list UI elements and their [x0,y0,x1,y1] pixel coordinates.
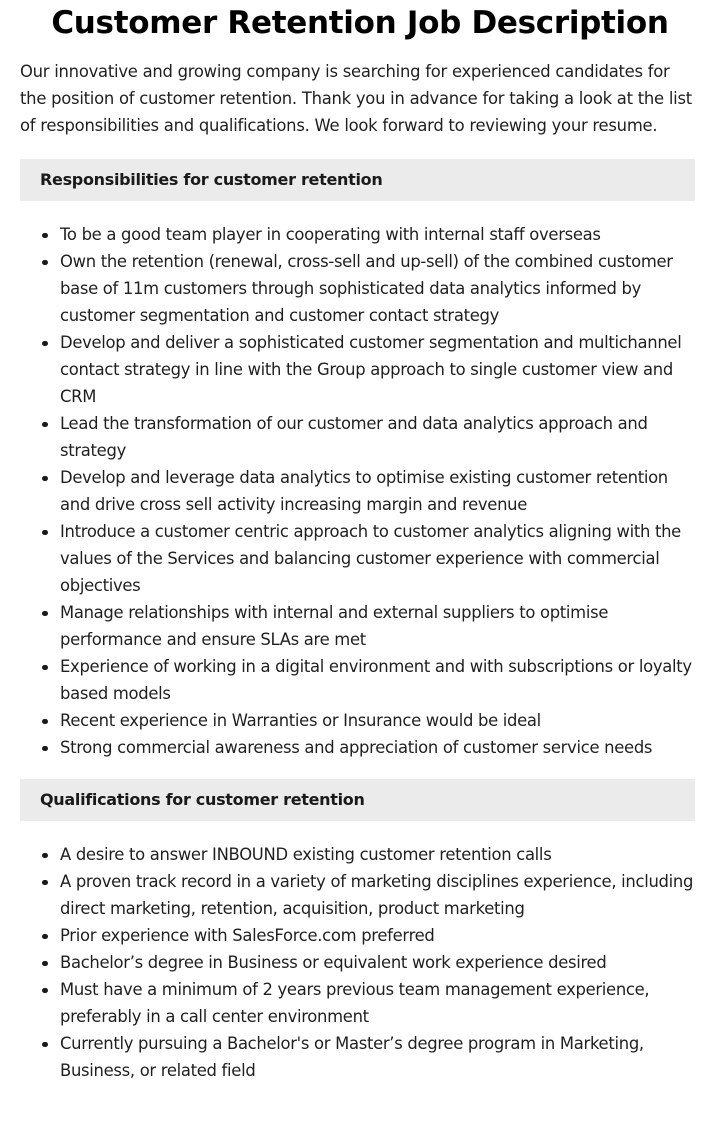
qualifications-list [0,841,720,1084]
qualification-item: A desire to answer INBOUND existing customer retention calls [60,841,700,868]
qualification-item: Bachelor’s degree in Business or equivalent work experience desired [60,949,700,976]
responsibility-item: Own the retention (renewal, cross-sell and up-sell) of the combined customer base of 11m customers through sophisticated data analytics informed by customer segmentation and customer contact strategy [60,248,700,329]
responsibility-item: Manage relationships with internal and external suppliers to optimise performance and ensure SLAs are met [60,599,700,653]
responsibility-item: Introduce a customer centric approach to customer analytics aligning with the values of the Services and balancing customer experience with commercial objectives [60,518,700,599]
qualification-item: Currently pursuing a Bachelor's or Master’s degree program in Marketing, Business, or related field [60,1030,700,1084]
responsibilities-list [0,221,720,761]
responsibilities-heading: Responsibilities for customer retention [20,159,695,201]
responsibility-item: Lead the transformation of our customer and data analytics approach and strategy [60,410,700,464]
responsibility-item: Recent experience in Warranties or Insurance would be ideal [60,707,700,734]
responsibility-item: To be a good team player in cooperating with internal staff overseas [60,221,700,248]
qualification-item: A proven track record in a variety of marketing disciplines experience, including direct marketing, retention, acquisition, product marketing [60,868,700,922]
responsibility-item: Develop and leverage data analytics to optimise existing customer retention and drive cross sell activity increasing margin and revenue [60,464,700,518]
intro-paragraph: Our innovative and growing company is searching for experienced candidates for the position of customer retention. Thank you in advance for taking a look at the list of responsibilities and qualifications. We look forward to reviewing your resume. [20,62,692,135]
qualification-item: Prior experience with SalesForce.com preferred [60,922,700,949]
qualification-item: Must have a minimum of 2 years previous team management experience, preferably in a call center environment [60,976,700,1030]
responsibility-item: Experience of working in a digital environment and with subscriptions or loyalty based models [60,653,700,707]
page-title: Customer Retention Job Description [51,5,669,41]
qualifications-heading: Qualifications for customer retention [20,779,695,821]
responsibility-item: Strong commercial awareness and appreciation of customer service needs [60,734,700,761]
responsibility-item: Develop and deliver a sophisticated customer segmentation and multichannel contact strategy in line with the Group approach to single customer view and CRM [60,329,700,410]
